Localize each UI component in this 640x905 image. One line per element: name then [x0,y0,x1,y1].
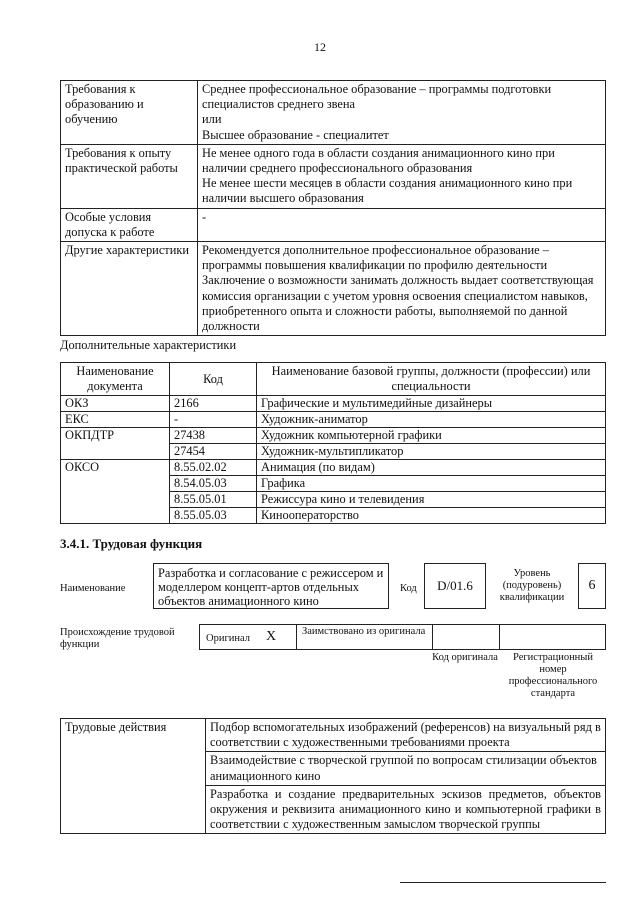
code-cell: 8.55.05.03 [170,508,257,524]
code-cell: 27454 [170,444,257,460]
level-box: 6 [578,563,606,609]
table-row [61,719,606,752]
doc-cell: ОКЗ [61,396,170,412]
doc-cell [61,444,170,460]
section-title: 3.4.1. Трудовая функция [60,536,203,551]
doc-cell: ЕКС [61,412,170,428]
additional-table [60,362,606,524]
bottom-rule [400,882,606,883]
code-cell: 2166 [170,396,257,412]
function-name-box: Разработка и согласование с режиссером и моделлером концепт-артов отдельных объектов анимационного кино [153,563,389,609]
table-row [61,144,606,208]
divider [432,625,433,649]
divider [499,625,500,649]
original-mark: X [266,629,277,644]
row-value [198,242,606,336]
name-cell: Художник компьютерной графики [257,428,606,444]
row-value [198,144,606,208]
doc-cell [61,476,170,492]
divider [296,625,297,649]
table-row [61,492,606,508]
table-row [61,444,606,460]
borrowed-label: Заимствовано из оригинала [302,626,426,637]
name-cell: Художник-мультипликатор [257,444,606,460]
original-label: Оригинал [206,633,250,644]
value-line: Не менее одного года в области создания анимационного кино при наличии среднего профессионального образования [202,145,555,176]
header-code: Код [170,363,257,396]
name-cell: Режиссура кино и телевидения [257,492,606,508]
row-label: Особые условия допуска к работе [61,208,198,241]
additional-title: Дополнительные характеристики [60,338,237,352]
doc-cell [61,492,170,508]
name-cell: Графические и мультимедийные дизайнеры [257,396,606,412]
origin-box [199,624,606,650]
labor-action: Разработка и создание предварительных эскизов предметов, объектов окружения и реквизита анимационного кино и компьютерной графики в соответствии с художественным замыслом творческой группы [206,785,606,834]
code-cell: 27438 [170,428,257,444]
code-label: Код [400,583,417,594]
origin-code-label: Код оригинала [432,652,498,663]
table-header-row [61,363,606,396]
labor-action: Подбор вспомогательных изображений (референсов) на визуальный ряд в соответствии с художественными требованиями проекта [206,719,606,752]
table-row [61,460,606,476]
doc-cell: ОКПДТР [61,428,170,444]
page-number: 12 [314,40,326,54]
code-cell: 8.54.05.03 [170,476,257,492]
reg-number-label: Регистрационный номер профессионального стандарта [508,652,598,699]
value-line: Не менее шести месяцев в области создания анимационного кино при наличии высшего образования [202,176,573,206]
labor-actions-label: Трудовые действия [61,719,206,834]
value-line: Среднее профессиональное образование – программы подготовки специалистов среднего звена [202,82,552,112]
table-row [61,476,606,492]
table-row [61,242,606,336]
name-label: Наименование [60,583,126,594]
row-value [198,81,606,145]
name-cell: Художник-аниматор [257,412,606,428]
labor-action: Взаимодействие с творческой группой по вопросам стилизации объектов анимационного кино [206,752,606,785]
origin-label: Происхождение трудовой функции [60,627,175,650]
name-cell: Кинооператорство [257,508,606,524]
table-row [61,508,606,524]
level-label: Уровень (подуровень) квалификации [499,568,565,603]
value-line: - [202,209,207,224]
table-row [61,396,606,412]
name-cell: Графика [257,476,606,492]
header-name: Наименование базовой группы, должности (профессии) или специальности [257,363,606,396]
code-cell: 8.55.05.01 [170,492,257,508]
name-cell: Анимация (по видам) [257,460,606,476]
value-line: или [202,112,222,127]
labor-actions-table [60,718,606,834]
row-label: Требования к опыту практической работы [61,144,198,208]
doc-cell [61,508,170,524]
code-cell: 8.55.02.02 [170,460,257,476]
table-row [61,428,606,444]
code-cell: - [170,412,257,428]
row-label: Другие характеристики [61,242,198,336]
value-line: Высшее образование - специалитет [202,127,389,142]
table-row [61,81,606,145]
table-row [61,208,606,241]
value-line: Рекомендуется дополнительное профессиональное образование – программы повышения квалификации по профилю деятельности [202,243,549,273]
header-document: Наименование документа [61,363,170,396]
row-label: Требования к образованию и обучению [61,81,198,145]
requirements-table [60,80,606,336]
function-code-box: D/01.6 [424,563,486,609]
table-row [61,412,606,428]
row-value [198,208,606,241]
value-line: Заключение о возможности занимать должность выдает соответствующая комиссия организации с учетом уровня освоения специалистом навыков, приобретенного опыта и сложности работы, выполняемой по данной должности [202,273,594,334]
doc-cell: ОКСО [61,460,170,476]
